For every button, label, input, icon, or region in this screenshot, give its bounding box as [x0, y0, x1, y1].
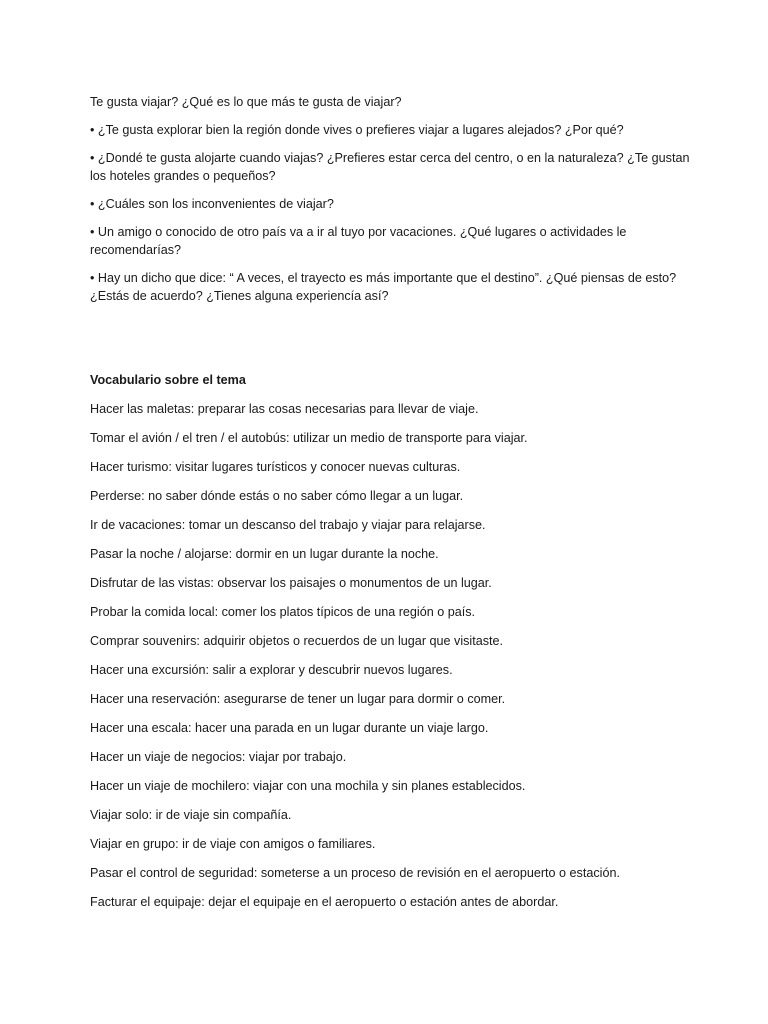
question-item: • Hay un dicho que dice: “ A veces, el trayecto es más importante que el destino”. ¿Qué piensas de esto? ¿Estás de acuerdo? ¿Tienes alguna experiencía así?	[90, 271, 677, 303]
vocabulary-item: Viajar solo: ir de viaje sin compañía.	[90, 808, 292, 822]
vocabulary-section	[90, 371, 690, 911]
vocabulary-item: Probar la comida local: comer los platos típicos de una región o país.	[90, 605, 476, 619]
vocabulary-item: Hacer las maletas: preparar las cosas necesarias para llevar de viaje.	[90, 402, 479, 416]
question-intro: Te gusta viajar? ¿Qué es lo que más te gusta de viajar?	[90, 95, 402, 109]
section-spacer	[90, 315, 690, 371]
vocabulary-item: Comprar souvenirs: adquirir objetos o recuerdos de un lugar que visitaste.	[90, 634, 504, 648]
vocabulary-item: Hacer un viaje de negocios: viajar por trabajo.	[90, 750, 347, 764]
vocabulary-item: Hacer una excursión: salir a explorar y descubrir nuevos lugares.	[90, 663, 453, 677]
vocabulary-item: Viajar en grupo: ir de viaje con amigos o familiares.	[90, 837, 376, 851]
document-page	[90, 93, 690, 922]
vocabulary-item: Hacer turismo: visitar lugares turísticos y conocer nuevas culturas.	[90, 460, 461, 474]
vocabulary-item: Tomar el avión / el tren / el autobús: utilizar un medio de transporte para viajar.	[90, 431, 528, 445]
vocabulary-item: Perderse: no saber dónde estás o no saber cómo llegar a un lugar.	[90, 489, 464, 503]
vocabulary-heading: Vocabulario sobre el tema	[90, 373, 246, 387]
vocabulary-item: Facturar el equipaje: dejar el equipaje en el aeropuerto o estación antes de abordar.	[90, 895, 559, 909]
vocabulary-item: Hacer un viaje de mochilero: viajar con una mochila y sin planes establecidos.	[90, 779, 526, 793]
question-item: • ¿Te gusta explorar bien la región donde vives o prefieres viajar a lugares alejados? ¿Por qué?	[90, 123, 624, 137]
vocabulary-item: Hacer una reservación: asegurarse de tener un lugar para dormir o comer.	[90, 692, 506, 706]
question-list	[90, 93, 690, 305]
vocabulary-item: Ir de vacaciones: tomar un descanso del trabajo y viajar para relajarse.	[90, 518, 486, 532]
question-item: • ¿Dondé te gusta alojarte cuando viajas? ¿Prefieres estar cerca del centro, o en la naturaleza? ¿Te gustan los hoteles grandes o pequeños?	[90, 151, 690, 183]
vocabulary-item: Hacer una escala: hacer una parada en un lugar durante un viaje largo.	[90, 721, 489, 735]
question-item: • Un amigo o conocido de otro país va a ir al tuyo por vacaciones. ¿Qué lugares o actividades le recomendarías?	[90, 225, 627, 257]
question-item: • ¿Cuáles son los inconvenientes de viajar?	[90, 197, 334, 211]
vocabulary-item: Disfrutar de las vistas: observar los paisajes o monumentos de un lugar.	[90, 576, 492, 590]
vocabulary-item: Pasar el control de seguridad: someterse a un proceso de revisión en el aeropuerto o estación.	[90, 866, 620, 880]
vocabulary-item: Pasar la noche / alojarse: dormir en un lugar durante la noche.	[90, 547, 439, 561]
